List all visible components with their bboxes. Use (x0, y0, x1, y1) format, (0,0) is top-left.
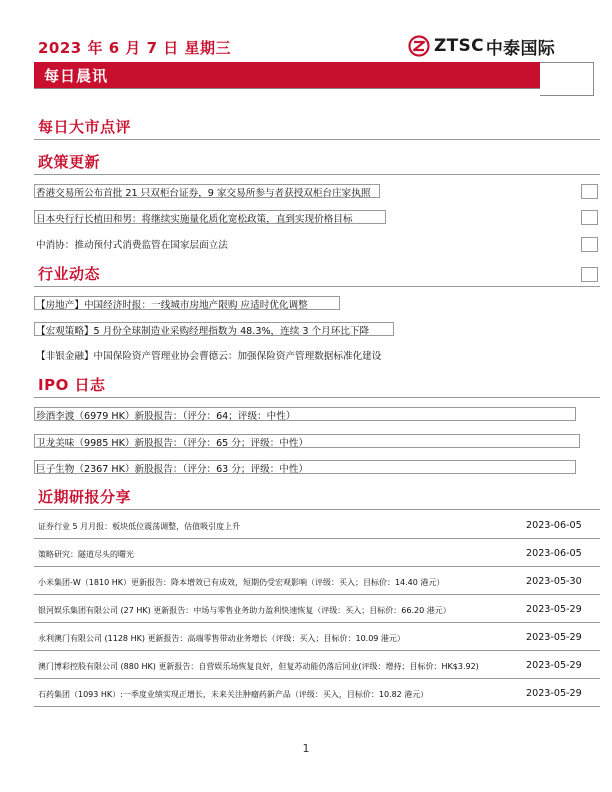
ipo-item-2[interactable]: 卫龙美味（9985 HK）新股报告：（评分：65 分；评级：中性） (36, 438, 309, 449)
report-title-5[interactable]: 永利澳门有限公司 (1128 HK) 更新报告：高端零售带动业务增长（评级：买入；目标价：10.09 港元） (38, 634, 405, 643)
brand-name-cn: 中泰国际 (485, 38, 556, 59)
section-market-review: 每日大市点评 (38, 118, 132, 136)
ztsc-logo-icon (408, 35, 430, 57)
checkbox-4 (581, 267, 598, 282)
report-title-6[interactable]: 澳门博彩控股有限公司 (880 HK) 更新报告：自营娱乐场恢复良好，但复苏动能仍落后同业(评级：增持；目标价：HK$3.92) (38, 662, 479, 671)
report-title-2[interactable]: 策略研究：隧道尽头的曙光 (38, 550, 134, 559)
report-date-2: 2023-06-05 (526, 548, 582, 559)
industry-item-2[interactable]: 【宏观策略】5 月份全球制造业采购经理指数为 48.3%，连续 3 个月环比下降 (36, 326, 370, 337)
report-title-3[interactable]: 小米集团-W（1810 HK）更新报告：降本增效已有成效，短期仍受宏观影响（评级：买入；目标价：14.40 港元） (38, 578, 445, 587)
banner-title: 每日晨讯 (44, 67, 109, 85)
report-date-3: 2023-05-30 (526, 576, 582, 587)
checkbox-3 (581, 237, 598, 252)
report-title-4[interactable]: 银河娱乐集团有限公司 (27 HK) 更新报告：中场与零售业务助力盈利快速恢复（评级：买入；目标价：66.20 港元） (38, 606, 451, 615)
ipo-item-3[interactable]: 巨子生物（2367 HK）新股报告：（评分：63 分；评级：中性） (36, 464, 309, 475)
report-date-5: 2023-05-29 (526, 632, 582, 643)
brand-name-latin: ZTSC (434, 36, 484, 56)
report-date-6: 2023-05-29 (526, 660, 582, 671)
banner-tab (540, 62, 594, 96)
section-policy-updates: 政策更新 (38, 153, 101, 171)
report-title-1[interactable]: 证券行业 5 月月报：板块低位震荡调整，估值吸引度上升 (38, 522, 241, 531)
ipo-item-1[interactable]: 珍酒李渡（6979 HK）新股报告：（评分：64；评级：中性） (36, 411, 296, 422)
policy-item-2[interactable]: 日本央行行长植田和男：将继续实施量化质化宽松政策，直到实现价格目标 (36, 214, 353, 225)
report-date: 2023 年 6 月 7 日 星期三 (38, 39, 231, 57)
policy-item-3[interactable]: 中消协：推动预付式消费监管在国家层面立法 (36, 240, 228, 251)
banner-red-bar (34, 62, 540, 88)
page-number: 1 (302, 742, 310, 755)
checkbox-2 (581, 210, 598, 225)
brand-logo (408, 33, 555, 59)
section-industry-dynamics: 行业动态 (38, 265, 101, 283)
report-date-1: 2023-06-05 (526, 520, 582, 531)
checkbox-1 (581, 184, 598, 199)
section-ipo-log: IPO 日志 (38, 376, 106, 394)
report-date-7: 2023-05-29 (526, 688, 582, 699)
title-banner (34, 62, 594, 96)
policy-item-1[interactable]: 香港交易所公布首批 21 只双柜台证券，9 家交易所参与者获授双柜台庄家执照 (36, 188, 371, 199)
report-date-4: 2023-05-29 (526, 604, 582, 615)
industry-item-3[interactable]: 【非银金融】中国保险资产管理业协会曹德云：加强保险资产管理数据标准化建设 (36, 351, 382, 362)
report-title-7[interactable]: 石药集团（1093 HK）:一季度业绩实现正增长，未来关注肿瘤药新产品（评级：买入，目标价：10.82 港元） (38, 690, 429, 699)
section-recent-research: 近期研报分享 (38, 488, 132, 506)
industry-item-1[interactable]: 【房地产】中国经济时报：一线城市房地产限购 应适时优化调整 (36, 300, 308, 311)
